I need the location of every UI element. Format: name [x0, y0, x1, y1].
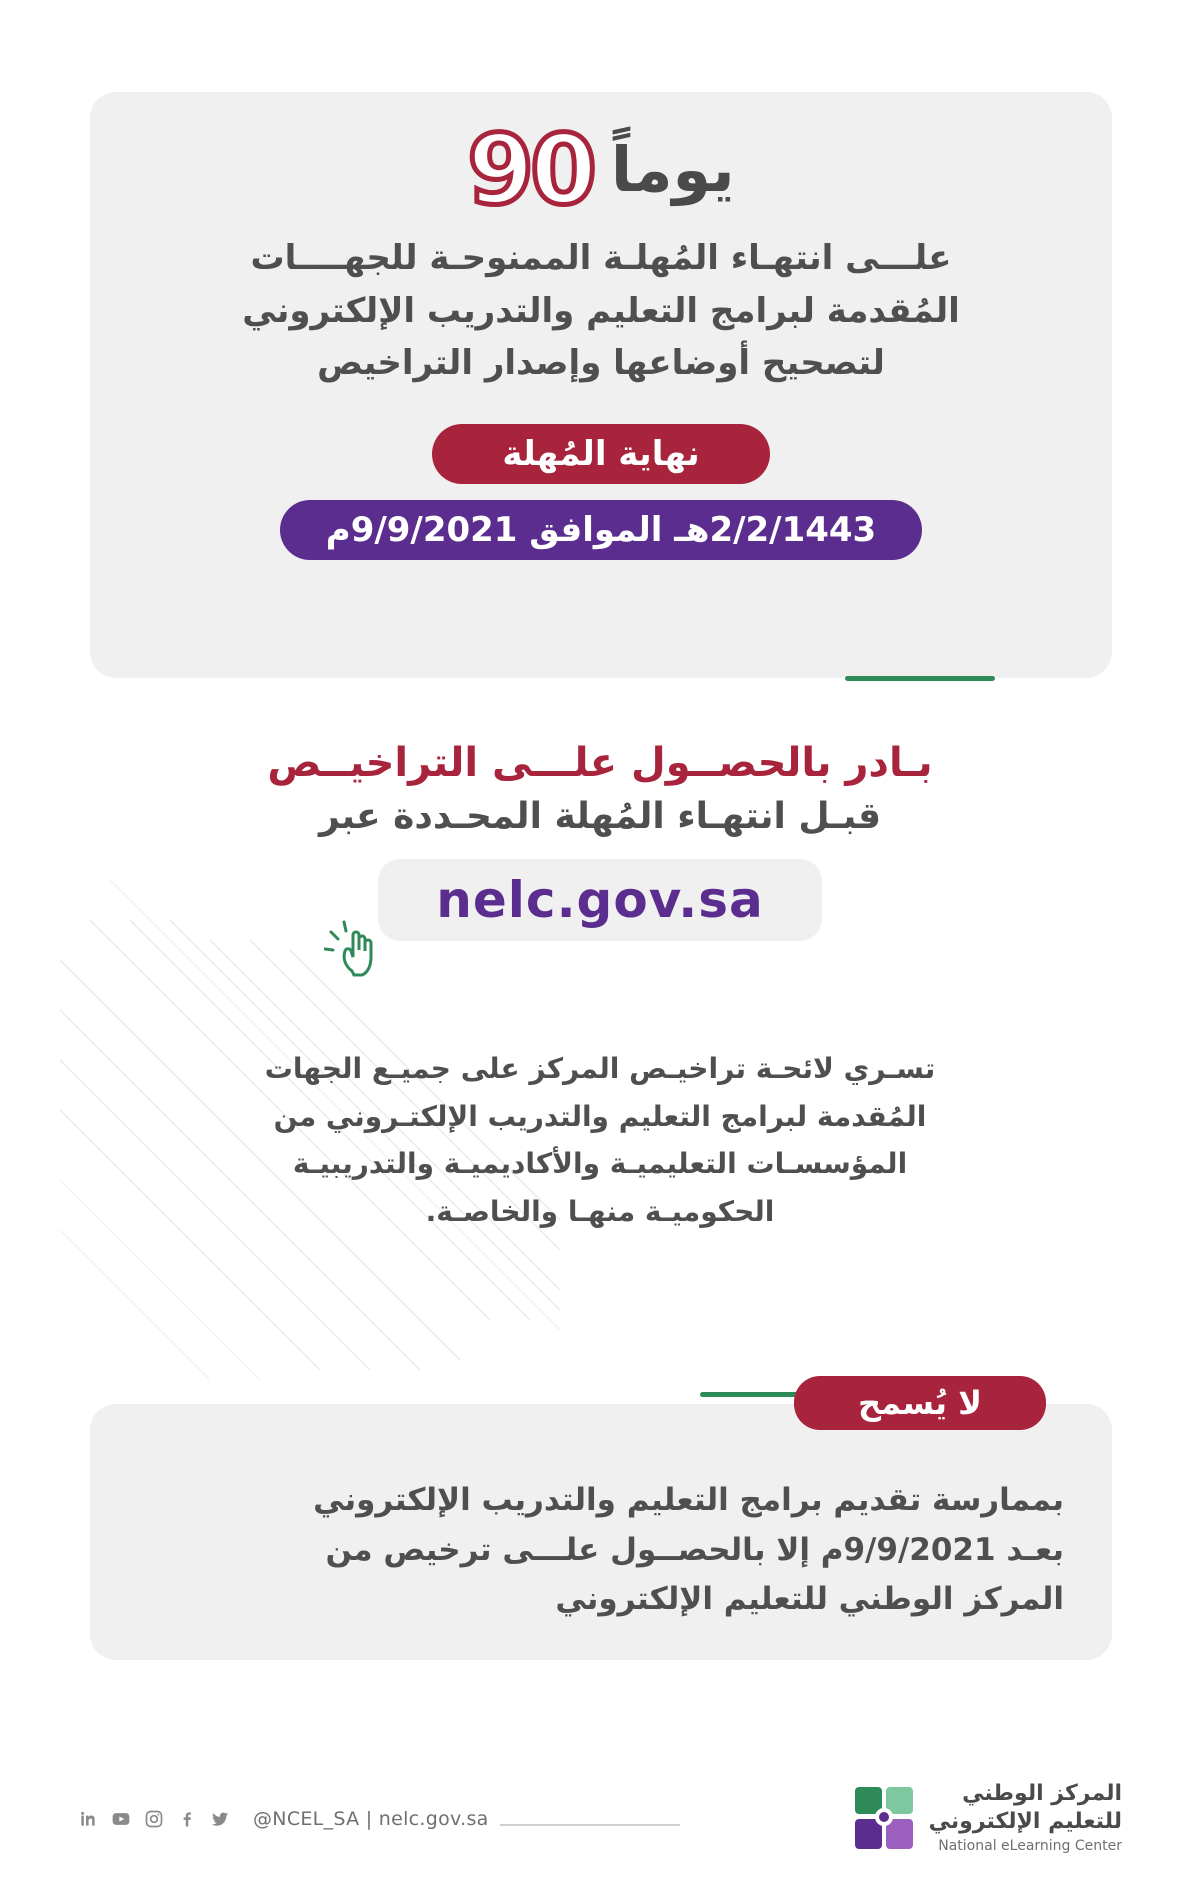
top-paragraph-line: علـــى انتهـاء المُهلـة الممنوحـة للجهــــات [250, 238, 952, 278]
url-row [0, 837, 1200, 941]
cta-subtitle: قبـل انتهـاء المُهلة المحـددة عبر [318, 796, 882, 837]
bottom-info-card [90, 1384, 1112, 1660]
middle-paragraph-line: تسـري لائحـة تراخيـص المركز على جميـع الجهات [264, 1052, 936, 1085]
bottom-paragraph-line: بعـد 9/9/2021م إلا بالحصــول علـــى ترخيص من [325, 1531, 1064, 1568]
middle-paragraph-line: المُقدمة لبرامج التعليم والتدريب الإلكتـروني من [273, 1099, 927, 1133]
footer-divider [500, 1824, 680, 1826]
bottom-paragraph-line: بممارسة تقديم برامج التعليم والتدريب الإلكتروني [313, 1482, 1064, 1518]
organization-logo [853, 1780, 1122, 1856]
linkedin-icon[interactable] [78, 1809, 98, 1829]
headline-90 [138, 114, 1064, 226]
bottom-paragraph [138, 1476, 1064, 1625]
deadline-label-row [138, 390, 1064, 484]
middle-section [0, 740, 1200, 1235]
logo-arabic-line1: المركز الوطني [962, 1781, 1122, 1806]
social-handle-text: @NCEL_SA | nelc.gov.sa [253, 1808, 489, 1830]
footer [0, 1750, 1200, 1885]
middle-paragraph [0, 1045, 1200, 1235]
top-paragraph-line: لتصحيح أوضاعها وإصدار التراخيص [317, 343, 885, 384]
facebook-icon[interactable] [177, 1809, 197, 1829]
website-url-link[interactable] [378, 859, 821, 941]
headline-number: 90 [467, 114, 593, 226]
instagram-icon[interactable] [144, 1809, 164, 1829]
middle-paragraph-line: الحكوميـة منهـا والخاصـة. [425, 1194, 775, 1228]
logo-text-block [929, 1780, 1122, 1856]
not-allowed-badge: لا يُسمح [794, 1376, 1046, 1430]
logo-english-name: National eLearning Center [938, 1838, 1122, 1854]
logo-mark-icon [853, 1785, 915, 1851]
twitter-icon[interactable] [210, 1809, 230, 1829]
website-url-text: nelc.gov.sa [436, 871, 764, 929]
headline-word: يوماً [610, 133, 735, 206]
deadline-value-badge: 2/2/1443هـ الموافق 9/9/2021م [280, 500, 922, 560]
top-info-card [90, 92, 1112, 678]
social-links [78, 1808, 489, 1830]
green-accent-bar-top [845, 676, 995, 681]
top-card-content [90, 92, 1112, 678]
hand-cursor-icon [324, 917, 394, 987]
cta-title: بـادر بالحصــول علـــى التراخيــص [267, 740, 933, 786]
deadline-value-row [138, 484, 1064, 560]
middle-paragraph-line: المؤسسـات التعليميـة والأكاديميـة والتدريبيـة [292, 1147, 908, 1181]
top-paragraph-line: المُقدمة لبرامج التعليم والتدريب الإلكتروني [242, 290, 960, 331]
bottom-paragraph-line: المركز الوطني للتعليم الإلكتروني [555, 1581, 1064, 1618]
youtube-icon[interactable] [111, 1809, 131, 1829]
logo-arabic-line2: للتعليم الإلكتروني [928, 1808, 1122, 1834]
top-paragraph [138, 232, 1064, 390]
deadline-label-badge: نهاية المُهلة [432, 424, 769, 484]
